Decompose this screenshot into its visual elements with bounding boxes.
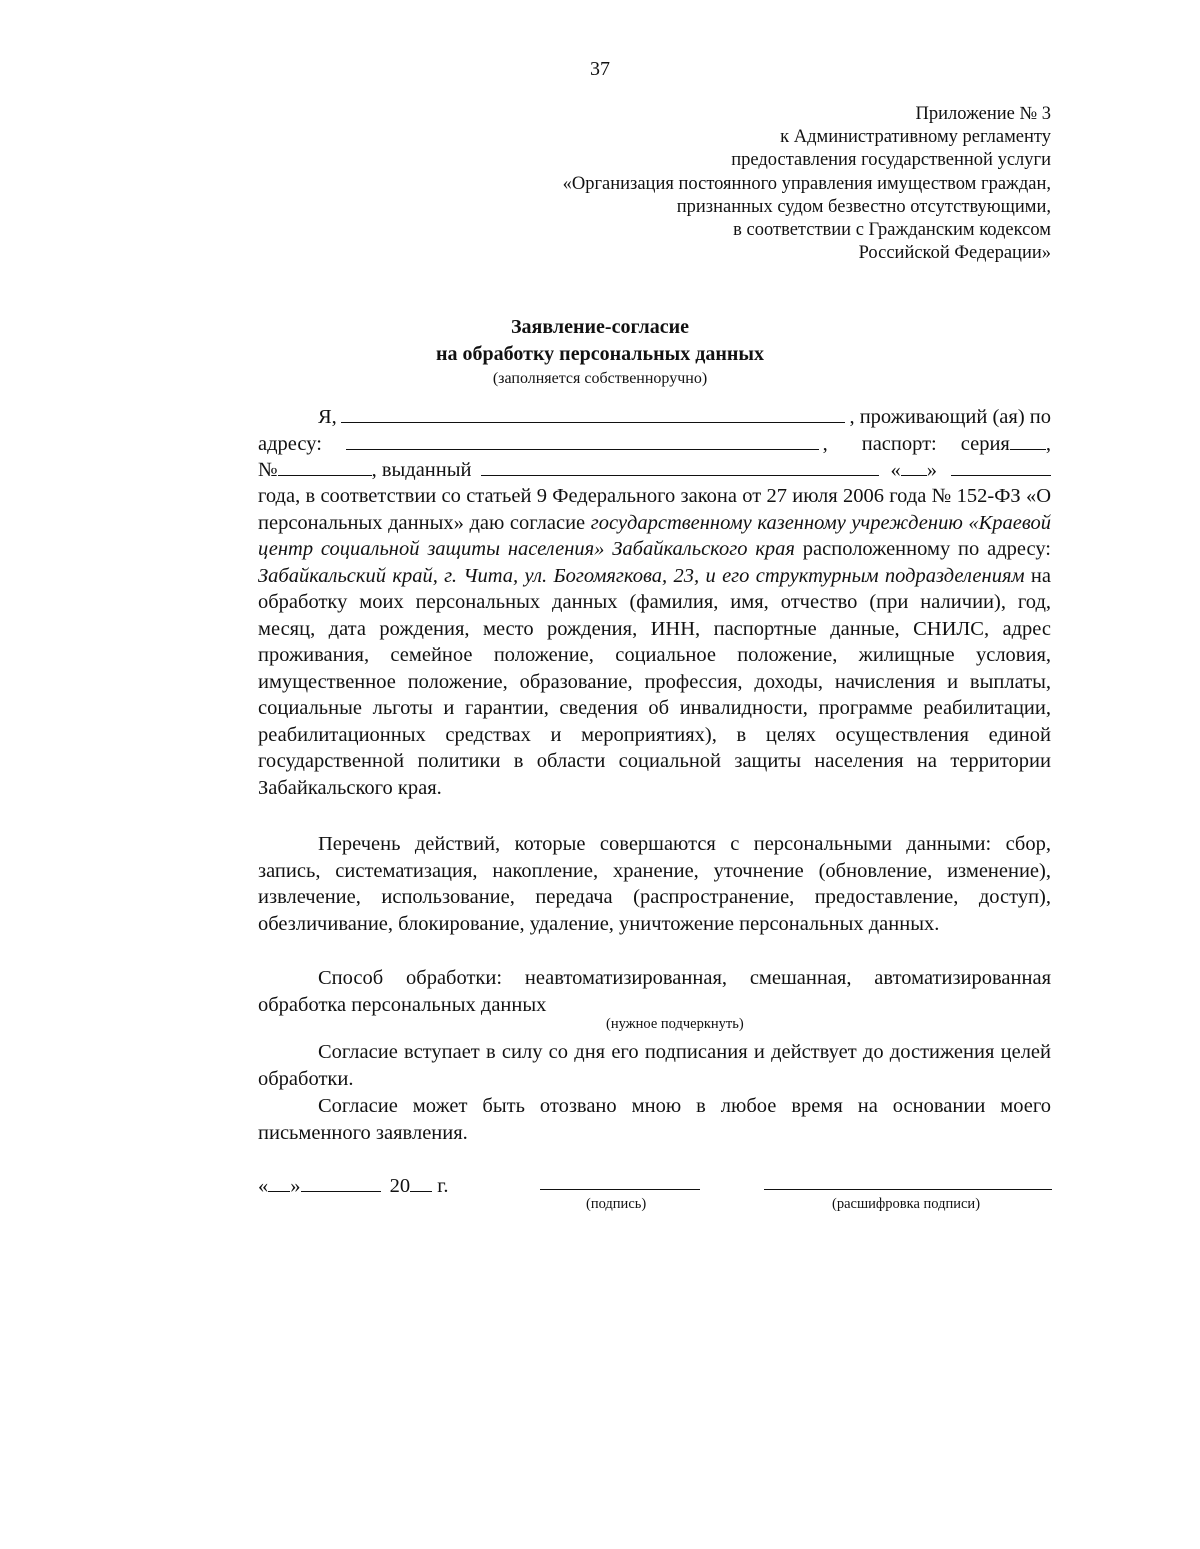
revocation-paragraph: Согласие может быть отозвано мною в любое время на основании моего письменного заявления. — [258, 1095, 1051, 1144]
passport-number-line — [258, 456, 1051, 483]
appendix-line: Российской Федерации» — [858, 243, 1051, 264]
series-comma: , — [1045, 432, 1051, 455]
underline-note: (нужное подчеркнуть) — [606, 1016, 744, 1032]
validity-paragraph: Согласие вступает в силу со дня его подписания и действует до достижения целей обработки. — [258, 1041, 1051, 1090]
date-quote-close: » — [926, 459, 937, 481]
series-label: серия — [960, 432, 1010, 455]
address-label: адресу: — [258, 432, 322, 455]
address-line — [258, 430, 1051, 457]
applicant-form — [258, 403, 1051, 483]
organization-address: Забайкальский край, г. Чита, ул. Богомягкова, 23, и его структурным подразделениям — [258, 564, 1025, 587]
appendix-header — [420, 103, 1051, 265]
issued-by-field[interactable] — [481, 456, 878, 476]
consent-paragraph — [258, 483, 1051, 801]
sign-year-field[interactable] — [410, 1172, 432, 1192]
ya-label: Я, — [318, 406, 337, 428]
issued-label: , выданный — [371, 459, 472, 481]
processing-method-paragraph: Способ обработки: неавтоматизированная, смешанная, автоматизированная обработка персональных данных — [258, 967, 1051, 1016]
year-prefix: 20 — [389, 1175, 411, 1197]
year-suffix: г. — [437, 1175, 449, 1197]
consent-text-3: на обработку моих персональных данных (фамилия, имя, отчество (при наличии), год, месяц, дата рождения, место рождения, ИНН, паспортные данные, СНИЛС, адрес проживания, семейное положение, социальное положение, жилищные условия, имущественное положение, образование, профессия, доходы, начисления и выплаты, социальные льготы и гарантии, сведения об инвалидности, программе реабилитации, реабилитационных средствах и мероприятиях), в целях осуществления единой государственной политики в области социальной защиты населения на территории Забайкальского края. — [258, 564, 1051, 799]
document-title: Заявление-согласие — [510, 316, 690, 338]
appendix-line: к Административному регламенту — [780, 127, 1051, 148]
signature-decode-caption: (расшифровка подписи) — [832, 1196, 981, 1212]
residing-label: , проживающий (ая) по — [849, 406, 1051, 428]
consent-text-1: года, в соответствии со статьей 9 Федерального закона от 27 июля 2006 года № 152-ФЗ «О персональных данных» даю согласие — [258, 485, 1051, 534]
number-label: № — [258, 459, 278, 481]
series-field[interactable] — [1010, 430, 1046, 450]
issue-month-field[interactable] — [951, 456, 1051, 476]
date-quote-open: « — [890, 459, 901, 481]
sign-date-quote-close: » — [290, 1175, 301, 1197]
consent-text-2: расположенному по адресу: — [794, 538, 1052, 560]
organization-name: государственному казенному учреждению «Краевой центр социальной защиты населения» Забайкальского края — [258, 511, 1051, 560]
name-line — [258, 403, 1051, 430]
sign-date-quote-open: « — [258, 1175, 269, 1197]
passport-number-field[interactable] — [278, 456, 372, 476]
appendix-line: в соответствии с Гражданским кодексом — [733, 220, 1051, 241]
document-subtitle: на обработку персональных данных — [436, 343, 764, 365]
sign-month-field[interactable] — [301, 1172, 381, 1192]
fill-note: (заполняется собственноручно) — [492, 370, 708, 387]
issue-day-field[interactable] — [901, 456, 927, 476]
appendix-line: «Организация постоянного управления имуществом граждан, — [562, 173, 1051, 194]
signature-field[interactable] — [540, 1188, 700, 1190]
signature-caption: (подпись) — [586, 1196, 647, 1212]
address-comma: , — [822, 432, 828, 455]
name-field[interactable] — [341, 403, 846, 423]
sign-day-field[interactable] — [268, 1172, 290, 1192]
signature-date — [258, 1172, 448, 1198]
appendix-line: Приложение № 3 — [915, 104, 1051, 124]
page-number: 37 — [590, 58, 610, 80]
passport-label: паспорт: — [861, 432, 937, 455]
signature-decode-field[interactable] — [764, 1188, 1052, 1190]
appendix-line: предоставления государственной услуги — [731, 150, 1051, 171]
address-field[interactable] — [346, 430, 819, 450]
appendix-line: признанных судом безвестно отсутствующими, — [676, 196, 1051, 217]
actions-paragraph: Перечень действий, которые совершаются с персональными данными: сбор, запись, систематизация, накопление, хранение, уточнение (обновление, изменение), извлечение, использование, передача (распространение, предоставление, доступ), обезличивание, блокирование, удаление, уничтожение персональных данных. — [258, 833, 1051, 935]
